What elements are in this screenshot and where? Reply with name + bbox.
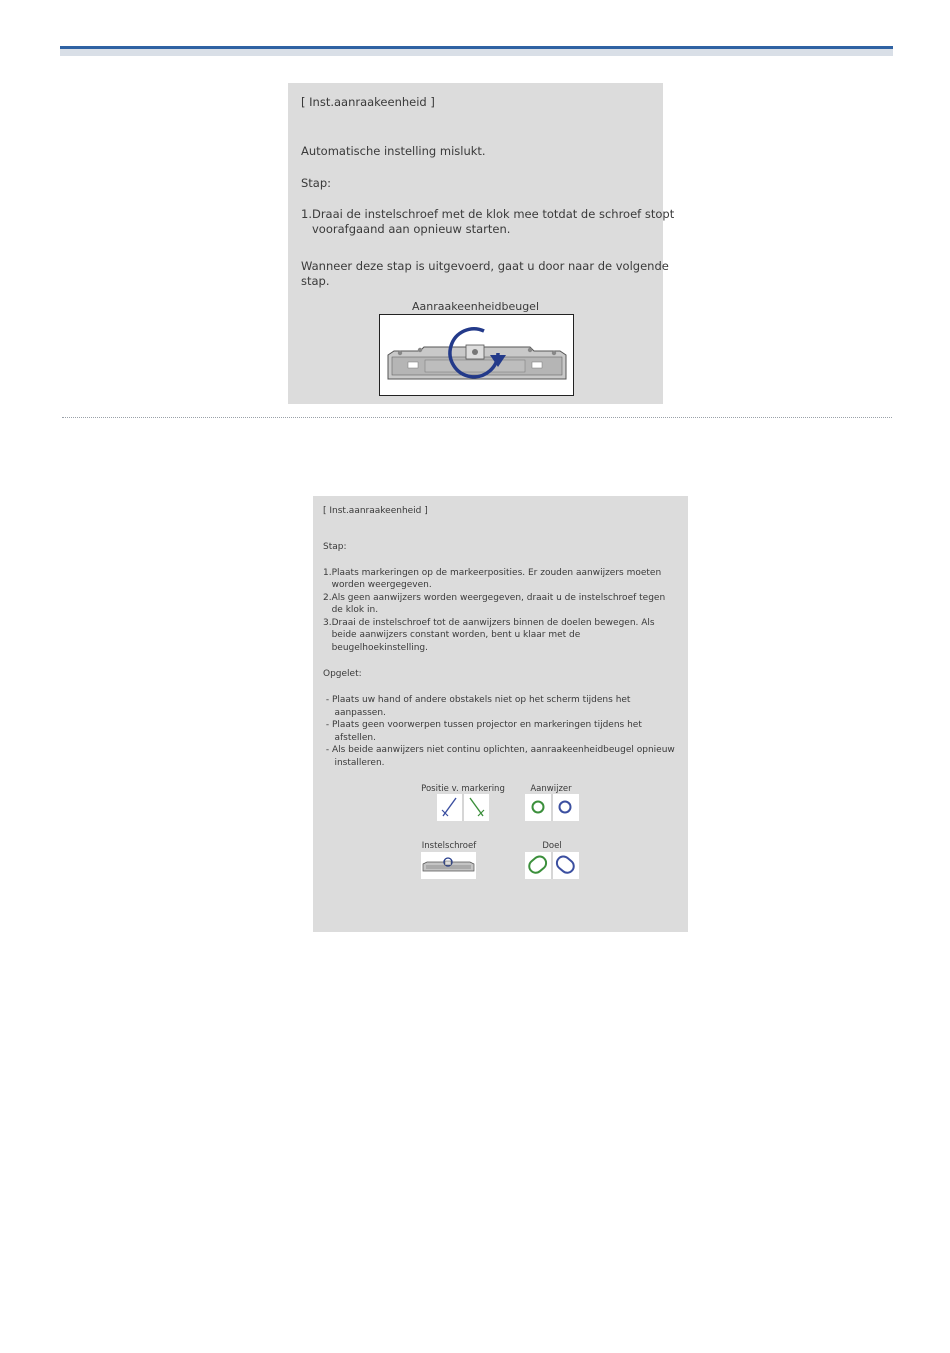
legend-pointer-label: Aanwijzer	[530, 784, 572, 794]
screen-auto-setting-failed	[288, 83, 675, 404]
step-line: 1.Plaats markeringen op de markeerposities. Er zouden aanwijzers moeten	[323, 568, 662, 578]
caution-line: - Als beide aanwijzers niet continu oplichten, aanraakeenheidbeugel opnieuw	[323, 745, 675, 755]
step-line: worden weergegeven.	[323, 580, 432, 590]
caution-line: - Plaats uw hand of andere obstakels niet op het scherm tijdens het	[323, 695, 631, 705]
illustration-caption: Aanraakeenheidbeugel	[411, 300, 540, 313]
caution-heading: Opgelet:	[323, 669, 362, 679]
screen-title: [ Inst.aanraakeenheid ]	[301, 95, 435, 109]
legend-target-label: Doel	[542, 841, 562, 851]
step-line: de klok in.	[323, 605, 379, 615]
note-line-2: stap.	[301, 274, 330, 288]
screen-title: [ Inst.aanraakeenheid ]	[323, 506, 428, 516]
caution-line: - Plaats geen voorwerpen tussen projector en markeringen tijdens het	[323, 720, 642, 730]
target-icon	[525, 852, 579, 879]
step-line: 3.Draai de instelschroef tot de aanwijzers binnen de doelen bewegen. Als	[323, 618, 655, 628]
caution-line: afstellen.	[323, 733, 376, 743]
step-heading: Stap:	[323, 542, 347, 552]
adjust-screw-icon	[421, 852, 476, 879]
marker-position-icon	[437, 794, 489, 821]
caution-line: aanpassen.	[323, 708, 386, 718]
bracket-illustration	[379, 314, 574, 396]
header-band	[60, 49, 893, 56]
step-1-line-1: 1.Draai de instelschroef met de klok mee totdat de schroef stopt	[301, 207, 675, 221]
step-line: 2.Als geen aanwijzers worden weergegeven, draait u de instelschroef tegen	[323, 593, 666, 603]
pointer-icon	[525, 794, 579, 821]
caution-line: installeren.	[323, 758, 385, 768]
legend-marker-position-label: Positie v. markering	[421, 784, 505, 794]
step-heading: Stap:	[301, 176, 332, 190]
error-message: Automatische instelling mislukt.	[301, 144, 486, 158]
step-line: beide aanwijzers constant worden, bent u klaar met de	[323, 630, 581, 640]
section-separator	[62, 417, 892, 418]
step-line: beugelhoekinstelling.	[323, 643, 428, 653]
note-line-1: Wanneer deze stap is uitgevoerd, gaat u door naar de volgende	[301, 259, 669, 273]
screen-bracket-angle-setting	[313, 496, 688, 932]
step-1-line-2: voorafgaand aan opnieuw starten.	[312, 222, 511, 236]
legend-adjust-screw-label: Instelschroef	[421, 841, 477, 851]
